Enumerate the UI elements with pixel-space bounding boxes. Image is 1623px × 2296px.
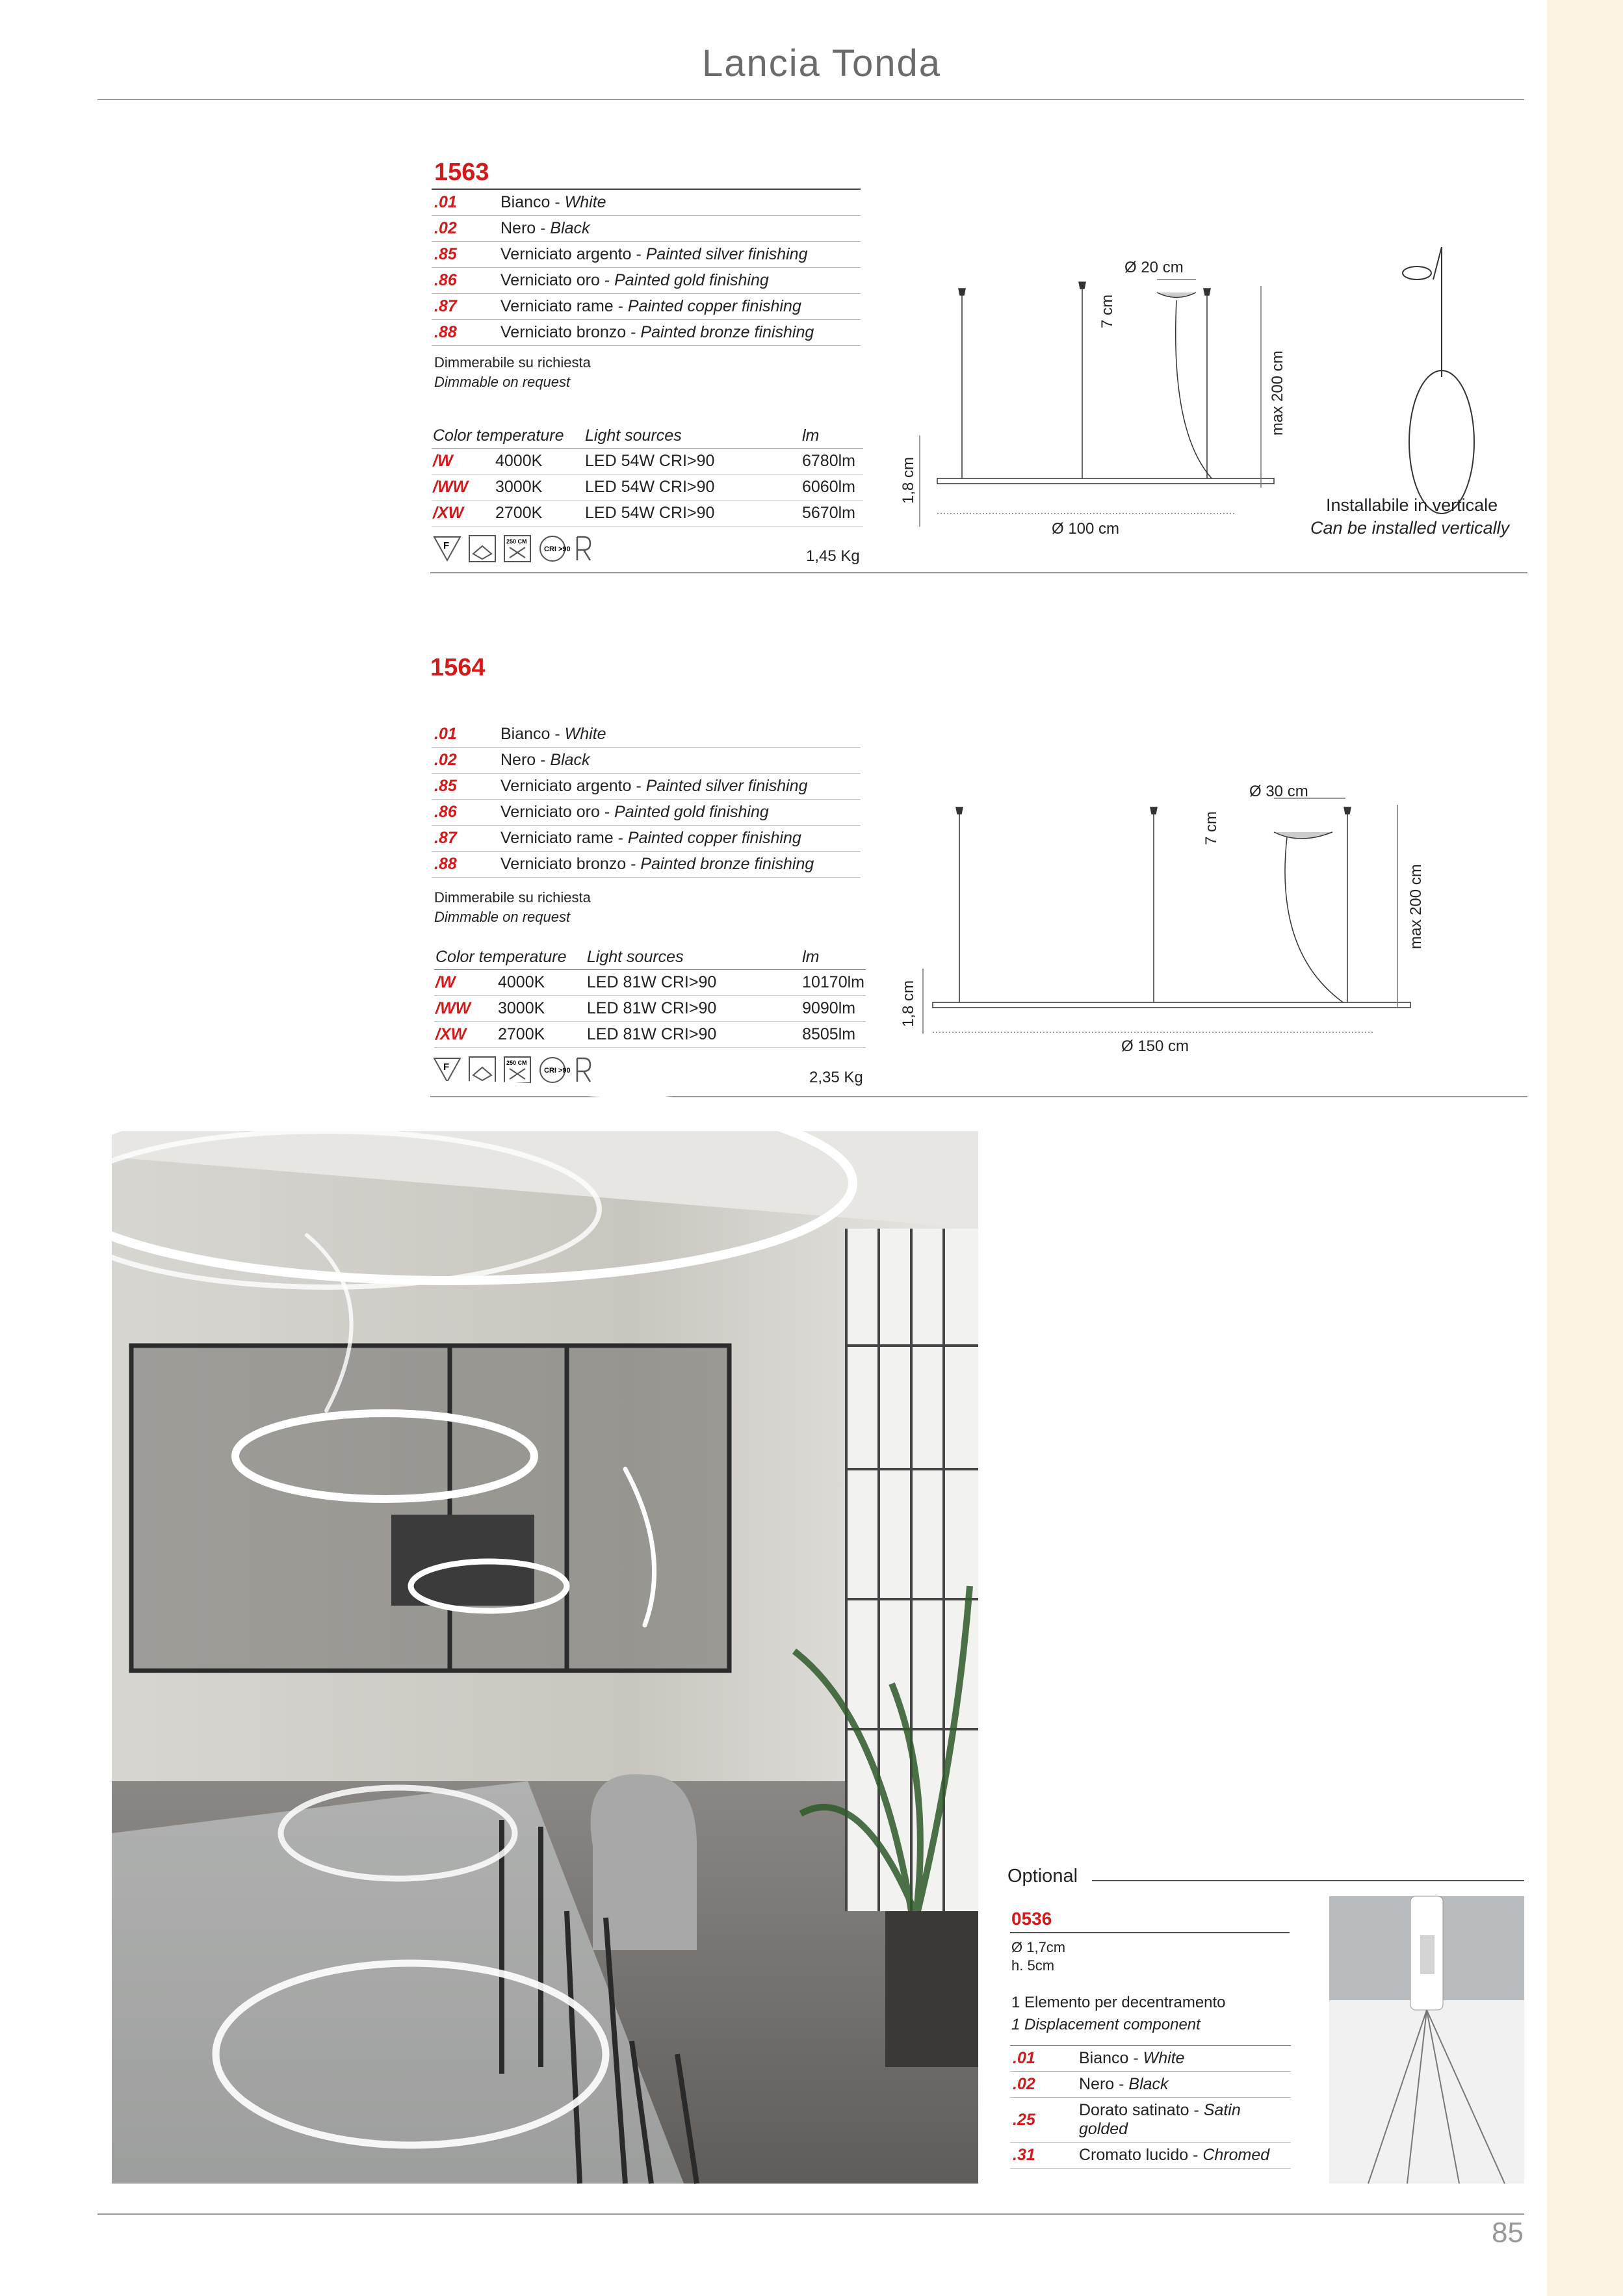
finish-label: Nero - Black	[498, 216, 861, 242]
finish-code: .02	[1010, 2072, 1076, 2098]
interior-photo	[112, 1131, 978, 2184]
finish-code: .87	[432, 826, 498, 852]
header-divider	[97, 99, 1524, 100]
finish-row	[1010, 2046, 1291, 2072]
max-height: max 200 cm	[1269, 350, 1286, 436]
finish-code: .88	[432, 852, 498, 878]
finish-row	[1010, 2098, 1291, 2143]
finish-label: Verniciato argento - Painted silver finishing	[498, 774, 861, 800]
finish-row	[432, 189, 861, 216]
light-row: /WW 3000K LED 81W CRI>90 9090lm	[434, 996, 866, 1022]
finish-row	[1010, 2143, 1291, 2169]
dimmable-en: Dimmable on request	[434, 374, 571, 390]
finish-row	[432, 852, 861, 878]
finish-label: Bianco - White	[498, 189, 861, 216]
page-title: Lancia Tonda	[702, 42, 942, 85]
vertical-note-it: Installabile in verticale	[1326, 495, 1498, 515]
optional-diameter: Ø 1,7cm	[1011, 1939, 1066, 1955]
finish-label: Dorato satinato - Satin golded	[1076, 2098, 1291, 2143]
dimmable-it: Dimmerabile su richiesta	[434, 889, 591, 906]
finish-code: .85	[432, 774, 498, 800]
finish-row	[1010, 2072, 1291, 2098]
svg-text:F: F	[443, 1062, 450, 1073]
finish-row	[432, 294, 861, 320]
optional-description	[1011, 1992, 1226, 2036]
optional-rule	[1092, 1880, 1524, 1881]
finish-code: .25	[1010, 2098, 1076, 2143]
light-row: /W 4000K LED 81W CRI>90 10170lm	[434, 970, 866, 996]
canopy-diameter: Ø 30 cm	[1249, 783, 1308, 800]
svg-text:F: F	[443, 540, 450, 551]
finish-code: .87	[432, 294, 498, 320]
col-light-sources: Light sources	[584, 424, 801, 449]
svg-text:250 CM: 250 CM	[506, 538, 527, 545]
finish-row	[432, 748, 861, 774]
finish-label: Nero - Black	[498, 748, 861, 774]
dimmable-note	[434, 353, 591, 392]
finish-row	[432, 216, 861, 242]
light-row: /XW 2700K LED 54W CRI>90 5670lm	[432, 501, 863, 527]
optional-finish-table	[1010, 2045, 1291, 2169]
finish-code: .02	[432, 748, 498, 774]
r-mark-icon	[573, 534, 593, 563]
finish-label: Bianco - White	[498, 722, 861, 748]
spec-icons	[433, 1056, 593, 1084]
canopy-height: 7 cm	[1202, 811, 1220, 845]
product-drawing	[897, 774, 1482, 1053]
col-lm: lm	[801, 945, 866, 970]
finish-table	[432, 189, 861, 346]
svg-text:250 CM: 250 CM	[506, 1060, 527, 1066]
finish-code: .31	[1010, 2143, 1076, 2169]
vertical-note-en: Can be installed vertically	[1310, 518, 1510, 538]
optional-desc-en: 1 Displacement component	[1011, 2016, 1201, 2033]
finish-label: Verniciato argento - Painted silver finishing	[498, 242, 861, 268]
side-strip	[1547, 0, 1623, 2296]
finish-label: Verniciato rame - Painted copper finishing	[498, 826, 861, 852]
col-light-sources: Light sources	[586, 945, 801, 970]
finish-code: .85	[432, 242, 498, 268]
finish-row	[432, 826, 861, 852]
mounting-icon	[468, 1056, 497, 1084]
svg-text:CRI >90: CRI >90	[544, 545, 571, 553]
finish-row	[432, 242, 861, 268]
ring-diameter: Ø 100 cm	[1052, 520, 1120, 538]
col-color-temp: Color temperature	[432, 424, 584, 449]
f-mark-icon	[433, 534, 461, 563]
spec-icons	[433, 534, 593, 563]
max-height: max 200 cm	[1407, 864, 1425, 949]
optional-title: Optional	[1007, 1866, 1078, 1886]
ring-thickness: 1,8 cm	[900, 980, 917, 1027]
light-row: /WW 3000K LED 54W CRI>90 6060lm	[432, 475, 863, 501]
light-row: /XW 2700K LED 81W CRI>90 8505lm	[434, 1022, 866, 1048]
finish-label: Verniciato bronzo - Painted bronze finishing	[498, 320, 861, 346]
optional-desc-it: 1 Elemento per decentramento	[1011, 1994, 1226, 2011]
finish-code: .01	[432, 189, 498, 216]
finish-table	[432, 722, 861, 878]
finish-code: .86	[432, 268, 498, 294]
section-divider	[430, 572, 1527, 573]
finish-label: Verniciato oro - Painted gold finishing	[498, 800, 861, 826]
f-mark-icon	[433, 1056, 461, 1084]
mounting-icon	[468, 534, 497, 563]
col-color-temp: Color temperature	[434, 945, 586, 970]
ring-thickness: 1,8 cm	[900, 456, 917, 504]
finish-row	[432, 268, 861, 294]
finish-label: Verniciato bronzo - Painted bronze finishing	[498, 852, 861, 878]
col-lm: lm	[801, 424, 863, 449]
light-row: /W 4000K LED 54W CRI>90 6780lm	[432, 449, 863, 475]
ring-diameter: Ø 150 cm	[1121, 1037, 1189, 1055]
finish-label: Cromato lucido - Chromed	[1076, 2143, 1291, 2169]
weight: 1,45 Kg	[806, 547, 860, 565]
finish-code: .01	[1010, 2046, 1076, 2072]
cri-icon	[538, 534, 571, 563]
svg-text:CRI >90: CRI >90	[544, 1067, 571, 1075]
optional-height: h. 5cm	[1011, 1957, 1055, 1974]
finish-row	[432, 722, 861, 748]
finish-code: .01	[432, 722, 498, 748]
cri-icon	[538, 1056, 571, 1084]
finish-code: .88	[432, 320, 498, 346]
finish-row	[432, 320, 861, 346]
finish-label: Nero - Black	[1076, 2072, 1291, 2098]
optional-code: 0536	[1011, 1909, 1052, 1929]
page-number: 85	[1492, 2217, 1524, 2249]
finish-code: .86	[432, 800, 498, 826]
product-code: 1563	[434, 159, 489, 186]
canopy-diameter: Ø 20 cm	[1124, 259, 1184, 276]
cable-length-icon	[503, 534, 532, 563]
finish-row	[432, 800, 861, 826]
finish-row	[432, 774, 861, 800]
dimmable-note	[434, 888, 591, 927]
canopy-height: 7 cm	[1098, 294, 1116, 328]
dimmable-en: Dimmable on request	[434, 909, 571, 925]
optional-photo	[1329, 1896, 1524, 2184]
finish-code: .02	[432, 216, 498, 242]
finish-label: Verniciato rame - Painted copper finishing	[498, 294, 861, 320]
footer-divider	[97, 2213, 1524, 2215]
light-source-table	[434, 945, 866, 1048]
optional-size	[1011, 1938, 1065, 1975]
weight: 2,35 Kg	[809, 1069, 863, 1086]
dimmable-it: Dimmerabile su richiesta	[434, 354, 591, 371]
product-code: 1564	[430, 654, 486, 681]
light-source-table	[432, 424, 863, 527]
r-mark-icon	[573, 1056, 593, 1084]
cable-length-icon	[503, 1056, 532, 1084]
finish-label: Bianco - White	[1076, 2046, 1291, 2072]
optional-code-rule	[1010, 1932, 1290, 1933]
finish-label: Verniciato oro - Painted gold finishing	[498, 268, 861, 294]
